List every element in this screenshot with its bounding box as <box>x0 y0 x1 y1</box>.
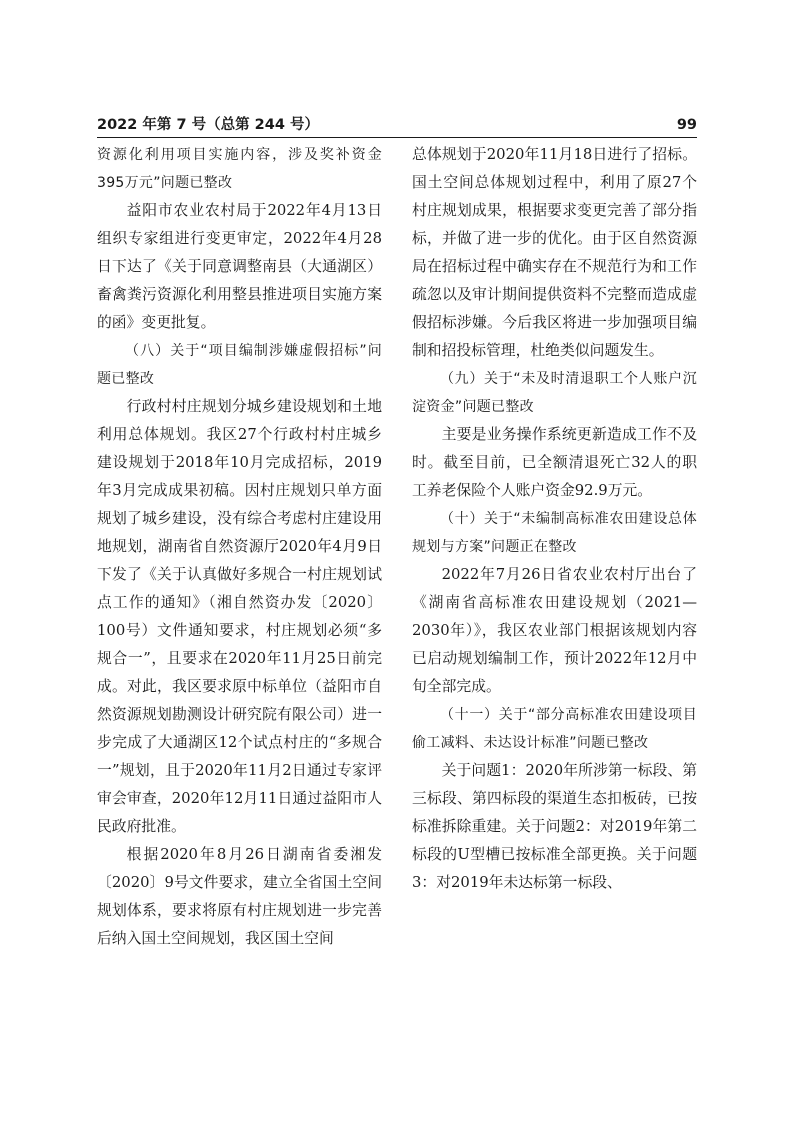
header-divider <box>97 137 697 138</box>
body-paragraph: 根据2020年8月26日湖南省委湘发〔2020〕9号文件要求，建立全省国土空间规划体系，要求将原有村庄规划进一步完善后纳入国土空间规划，我区国土空间 <box>97 846 382 947</box>
body-paragraph: 行政村村庄规划分城乡建设规划和土地利用总体规划。我区27个行政村村庄城乡建设规划于2018年10月完成招标，2019年3月完成成果初稿。因村庄规划只单方面规划了城乡建设，没有综合考虑村庄建设用地规划，湖南省自然资源厅2020年4月9日下发了《关于认真做好多规合一村庄规划试点工作的通知》（湘自然资办发〔2020〕100号）文件通知要求，村庄规划必须“多规合一”，且要求在2020年11月25日前完成。对此，我区要求原中标单位（益阳市自然资源规划勘测设计研究院有限公司）进一步完成了大通湖区12个试点村庄的“多规合一”规划，且于2020年11月2日通过专家评审会审查，2020年12月11日通过益阳市人民政府批准。 <box>97 398 382 835</box>
section-heading: （十）关于“未编制高标准农田建设总体规划与方案”问题正在整改 <box>412 511 697 555</box>
body-paragraph: 主要是业务操作系统更新造成工作不及时。截至目前，已全额清退死亡32人的职工养老保险个人账户资金92.9万元。 <box>412 426 697 499</box>
left-column <box>97 141 382 953</box>
issue-label: 2022 年第 7 号（总第 244 号） <box>97 117 319 133</box>
continued-heading: 资源化利用项目实施内容，涉及奖补资金395万元”问题已整改 <box>97 147 382 191</box>
section-heading: （八）关于“项目编制涉嫌虚假招标”问题已整改 <box>97 343 382 387</box>
running-header <box>97 116 697 136</box>
body-paragraph: 关于问题1：2020年所涉第一标段、第三标段、第四标段的渠道生态扣板砖，已按标准拆除重建。关于问题2：对2019年第二标段的U型槽已按标准全部更换。关于问题3：对2019年未达标第一标段、 <box>412 762 697 891</box>
section-heading: （十一）关于“部分高标准农田建设项目偷工减料、未达设计标准”问题已整改 <box>412 707 697 751</box>
body-paragraph: 益阳市农业农村局于2022年4月13日组织专家组进行变更审定，2022年4月28日下达了《关于同意调整南县（大通湖区）畜禽粪污资源化利用整县推进项目实施方案的函》变更批复。 <box>97 202 382 331</box>
continued-paragraph: 总体规划于2020年11月18日进行了招标。国土空间总体规划过程中，利用了原27个村庄规划成果，根据要求变更完善了部分指标，并做了进一步的优化。由于区自然资源局在招标过程中确实存在不规范行为和工作疏忽以及审计期间提供资料不完整而造成虚假招标涉嫌。今后我区将进一步加强项目编制和招投标管理，杜绝类似问题发生。 <box>412 146 697 359</box>
page-number: 99 <box>676 117 697 133</box>
body-paragraph: 2022年7月26日省农业农村厅出台了《湖南省高标准农田建设规划（2021—2030年）》，我区农业部门根据该规划内容已启动规划编制工作，预计2022年12月中旬全部完成。 <box>412 566 697 695</box>
right-column <box>412 141 697 897</box>
section-heading: （九）关于“未及时清退职工个人账户沉淀资金”问题已整改 <box>412 371 697 415</box>
